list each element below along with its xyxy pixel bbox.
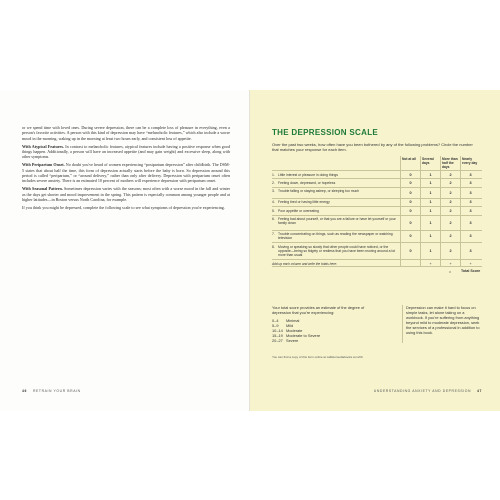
score-option[interactable]: 2 <box>440 243 460 259</box>
range-values: 0–4 <box>272 318 279 323</box>
sidenote: Depression can make it hard to focus on simple tasks, let alone taking on a workbook. If you're suffering from anything beyond mild to moderate depression, seek the services of a professional in addition to using this book. <box>402 305 482 343</box>
score-option[interactable]: 0 <box>400 243 420 259</box>
score-option[interactable]: 0 <box>400 207 420 214</box>
score-option[interactable]: 1 <box>420 231 440 243</box>
table-row <box>272 215 482 230</box>
run-in-heading: With Peripartum Onset. <box>22 162 65 168</box>
score-option[interactable]: 3 <box>460 199 480 206</box>
item-question <box>272 188 400 198</box>
online-copy-note: You can find a copy of this form online at callistomediabooks.com/rtb <box>272 355 363 359</box>
add-totals-row <box>272 259 482 267</box>
score-option[interactable]: 1 <box>420 216 440 230</box>
score-option[interactable]: 0 <box>400 216 420 230</box>
table-row <box>272 170 482 178</box>
table-row <box>272 187 482 198</box>
paragraph: With Peripartum Onset. No doubt you've heard of women experiencing “postpartum depression” after childbirth. The DSM-5 states that about half the time, this form of depression actually starts before the baby is born. So depression around this period is called “peripartum,” or “around delivery,” rather than only after delivery. Depression with peripartum onset often includes severe anxiety. There is an estimated 10 percent of mothers will experience depression with peripartum onset. <box>22 162 230 184</box>
score-option[interactable]: 1 <box>420 188 440 198</box>
table-row <box>272 178 482 186</box>
column-header: Not at all <box>400 156 420 170</box>
score-range <box>272 338 382 343</box>
scale-instructions: Over the past two weeks, how often have you been bothered by any of the following problems? Circle the number that matches your response for each item. <box>272 142 473 153</box>
column-header: More than half the days <box>440 156 460 170</box>
item-text: Moving or speaking so slowly that other people could have noticed, or the opposite—being so fidgety or restless that you have been moving around a lot more than usual <box>278 244 396 258</box>
table-row <box>272 198 482 206</box>
score-option[interactable]: 0 <box>400 179 420 186</box>
score-option[interactable]: 2 <box>440 179 460 186</box>
left-body-text <box>22 125 230 212</box>
score-option[interactable]: 0 <box>400 199 420 206</box>
item-question <box>272 199 400 206</box>
paragraph: or we spend time with loved ones. During severe depression, there can be a complete loss of pleasure in everything, even a person's favorite activities. A person with this kind of depression may have “melancholic features,” which also include a worse mood in the morning, waking up in the morning at least two hours early, and consistent loss of appetite. <box>22 125 230 141</box>
item-question <box>272 179 400 186</box>
add-totals-label: Add up each column and write the totals here: <box>272 261 337 266</box>
plus-sign: + <box>440 260 460 266</box>
item-number: 3. <box>272 189 275 194</box>
score-option[interactable]: 1 <box>420 171 440 178</box>
item-question <box>272 231 400 243</box>
paragraph: With Atypical Features. In contrast to melancholic features, atypical features include having a positive response when good things happen. Additionally, a person will have an increased appetite (and may gain weight) and excessive sleep, along with other symptoms. <box>22 143 230 160</box>
score-option[interactable]: 3 <box>460 188 480 198</box>
table-header <box>272 156 482 170</box>
score-option[interactable]: 1 <box>420 199 440 206</box>
range-values: 20–27 <box>272 338 283 343</box>
range-values: 15–19 <box>272 333 283 338</box>
page-number: 46 <box>22 389 27 393</box>
item-text: Feeling down, depressed, or hopeless <box>278 180 336 185</box>
item-text: Poor appetite or overeating <box>278 208 319 213</box>
range-label: Severe <box>286 338 299 343</box>
page-number: 47 <box>477 389 482 393</box>
score-option[interactable]: 1 <box>420 243 440 259</box>
item-text: Trouble falling or staying asleep, or sleeping too much <box>278 189 360 194</box>
item-text: Trouble concentrating on things, such as reading the newspaper or watching television <box>278 232 393 241</box>
score-option[interactable]: 2 <box>440 216 460 230</box>
total-score-row <box>272 267 482 276</box>
item-text: Little interest or pleasure in doing things <box>278 172 338 177</box>
depression-scale-table <box>272 156 482 276</box>
score-option[interactable]: 1 <box>420 179 440 186</box>
item-number: 6. <box>272 217 275 222</box>
item-number: 2. <box>272 180 275 185</box>
item-number: 1. <box>272 172 275 177</box>
item-question <box>272 207 400 214</box>
range-values: 5–9 <box>272 323 279 328</box>
equals-sign: = <box>448 268 452 274</box>
paragraph: If you think you might be depressed, complete the following scale to see what symptoms of depression you're experiencing. <box>22 204 225 210</box>
table-row <box>272 230 482 243</box>
open-book <box>0 90 500 411</box>
item-question <box>272 243 400 259</box>
left-page <box>0 90 250 411</box>
right-page-footer <box>374 389 482 393</box>
table-row <box>272 206 482 214</box>
item-question <box>272 171 400 178</box>
item-question <box>272 216 400 230</box>
item-text: Feeling bad about yourself, or that you are a failure or have let yourself or your family down <box>278 217 396 226</box>
score-option[interactable]: 2 <box>440 188 460 198</box>
score-option[interactable]: 2 <box>440 207 460 214</box>
left-page-footer <box>22 389 81 393</box>
item-number: 4. <box>272 200 275 205</box>
results-column <box>272 305 382 343</box>
paragraph: With Seasonal Pattern. Sometimes depression varies with the seasons; most often with a worse mood in the fall and winter as the days get shorter and mood improvement in the spring. This pattern is especially common among younger people and at higher latitudes—in Boston versus North Carolina, for example. <box>22 186 231 202</box>
score-option[interactable]: 3 <box>460 179 480 186</box>
scale-title: THE DEPRESSION SCALE <box>272 128 379 137</box>
score-option[interactable]: 0 <box>400 171 420 178</box>
score-option[interactable]: 2 <box>440 231 460 243</box>
score-option[interactable]: 1 <box>420 207 440 214</box>
score-option[interactable]: 0 <box>400 188 420 198</box>
score-ranges <box>272 318 382 343</box>
score-interpretation <box>272 305 482 343</box>
range-label: Minimal <box>286 318 300 323</box>
total-cell[interactable] <box>400 260 420 266</box>
score-option[interactable]: 3 <box>460 207 480 214</box>
running-head: UNDERSTANDING ANXIETY AND DEPRESSION <box>373 389 472 393</box>
table-body <box>272 170 482 259</box>
item-number: 5. <box>272 208 275 213</box>
table-row <box>272 242 482 259</box>
run-in-heading: With Atypical Features. <box>22 143 64 149</box>
column-header: Several days <box>420 156 440 170</box>
plus-sign: + <box>460 260 480 266</box>
score-option[interactable]: 3 <box>460 216 480 230</box>
run-in-heading: With Seasonal Pattern. <box>22 186 63 192</box>
score-option[interactable]: 2 <box>440 199 460 206</box>
item-number: 8. <box>272 244 275 249</box>
item-text: Feeling tired or having little energy <box>278 200 330 205</box>
range-values: 10–14 <box>272 328 283 333</box>
item-number: 7. <box>272 232 275 237</box>
score-option[interactable]: 3 <box>460 243 480 259</box>
plus-sign: + <box>420 260 440 266</box>
score-option[interactable]: 3 <box>460 171 480 178</box>
right-page <box>250 90 500 411</box>
score-option[interactable]: 2 <box>440 171 460 178</box>
score-option[interactable]: 0 <box>400 231 420 243</box>
range-label: Moderate to Severe <box>286 333 321 338</box>
column-header: Nearly every day <box>460 156 480 170</box>
results-intro: Your total score provides an estimate of the degree of depression that you're experiencing: <box>272 305 365 315</box>
score-option[interactable]: 3 <box>460 231 480 243</box>
total-score-label: Total Score <box>461 269 481 274</box>
running-head: RETRAIN YOUR BRAIN <box>32 389 81 393</box>
range-label: Mild <box>286 323 294 328</box>
range-label: Moderate <box>286 328 303 333</box>
